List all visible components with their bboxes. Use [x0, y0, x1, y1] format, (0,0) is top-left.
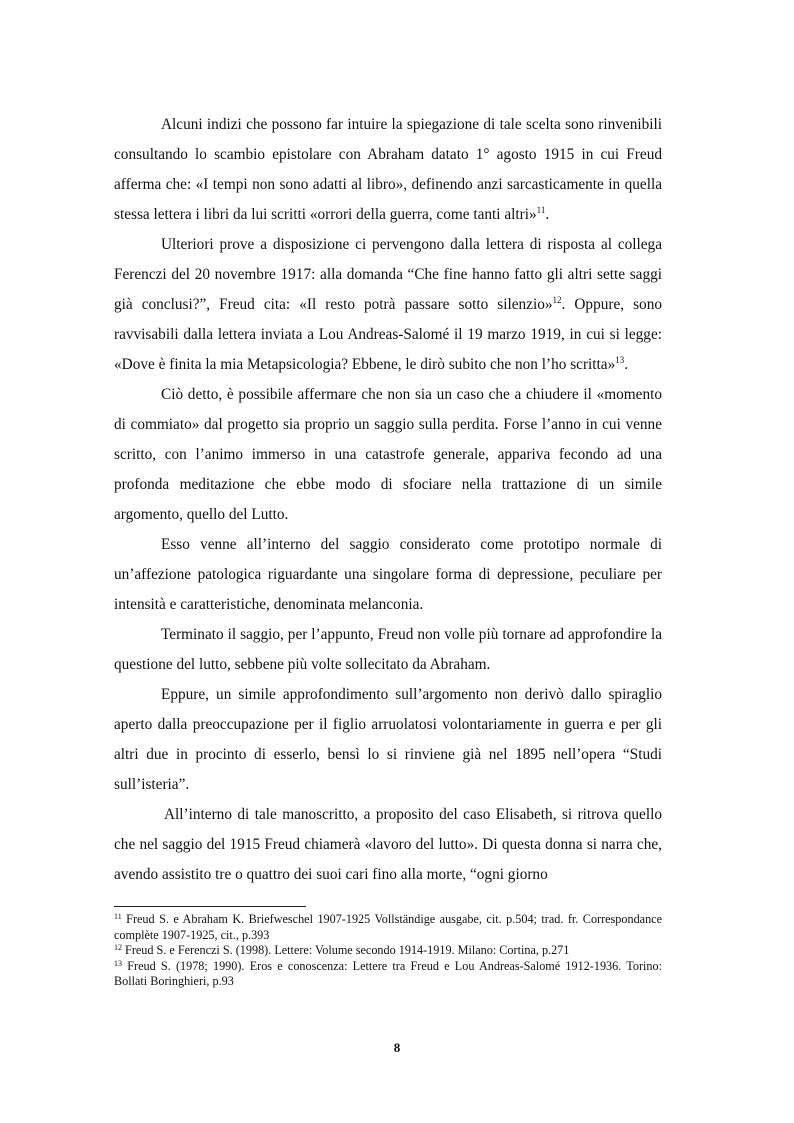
paragraph-3: Ciò detto, è possibile affermare che non sia un caso che a chiudere il «momento di commiato» dal progetto sia proprio un saggio sulla perdita. Forse l’anno in cui venne scritto, con l’animo immerso in una catastrofe generale, appariva fecondo ad una profonda meditazione che ebbe modo di sfociare nella trattazione di un simile argomento, quello del Lutto. — [114, 386, 662, 523]
paragraph-6: Eppure, un simile approfondimento sull’argomento non derivò dallo spiraglio aperto dalla preoccupazione per il figlio arruolatosi volontariamente in guerra e per gli altri due in procinto di esserlo, bensì lo si rinviene già nel 1895 nell’opera “Studi sull’isteria”. — [114, 686, 662, 793]
page-number: 8 — [393, 1040, 401, 1055]
footnote-11: $^{11}$ Freud S. e Abraham K. Briefweschel 1907-1925 Vollständige ausgabe, cit. p.504; trad. fr. Correspondance complète 1907-1925, cit., p.393 — [114, 912, 662, 942]
paragraph-7: All’interno di tale manoscritto, a proposito del caso Elisabeth, si ritrova quello che nel saggio del 1915 Freud chiamerà «lavoro del lutto». Di questa donna si narra che, avendo assistito tre o quattro dei suoi cari fino alla morte, “ogni giorno — [114, 806, 662, 883]
paragraph-2: Ulteriori prove a disposizione ci pervengono dalla lettera di risposta al collega Ferenczi del 20 novembre 1917: alla domanda “Che fine hanno fatto gli altri sette saggi già conclusi?”, Freud cita: «Il resto potrà passare sotto silenzio»$^{12}$. Oppure, sono ravvisabili dalla lettera inviata a Lou Andreas-Salomé il 19 marzo 1919, in cui si legge: «Dove è finita la mia Metapsicologia? Ebbene, le dirò subito che non l’ho scritta»$^{13}$. — [114, 236, 662, 373]
paragraph-5: Terminato il saggio, per l’appunto, Freud non volle più tornare ad approfondire la questione del lutto, sebbene più volte sollecitato da Abraham. — [114, 626, 662, 673]
paragraph-1: Alcuni indizi che possono far intuire la spiegazione di tale scelta sono rinvenibili consultando lo scambio epistolare con Abraham datato 1° agosto 1915 in cui Freud afferma che: «I tempi non sono adatti al libro», definendo anzi sarcasticamente in quella stessa lettera i libri da lui scritti «orrori della guerra, come tanti altri»$^{11}$. — [114, 116, 662, 223]
paragraph-4: Esso venne all’interno del saggio considerato come prototipo normale di un’affezione patologica riguardante una singolare forma di depressione, peculiare per intensità e caratteristiche, denominata melanconia. — [114, 536, 662, 613]
footnote-ref-12[interactable]: 12 — [552, 295, 562, 305]
footnote-13: $^{13}$ Freud S. (1978; 1990). Eros e conoscenza: Lettere tra Freud e Lou Andreas-Salomé 1912-1936. Torino: Bollati Boringhieri, p.93 — [114, 958, 662, 988]
footnote-separator — [114, 906, 306, 907]
footnotes — [114, 912, 662, 990]
footnote-ref-11[interactable]: 11 — [536, 205, 546, 215]
footnote-12: $^{12}$ Freud S. e Ferenczi S. (1998). Lettere: Volume secondo 1914-1919. Milano: Cortina, p.271 — [114, 943, 570, 957]
footnote-ref-13[interactable]: 13 — [615, 355, 625, 365]
body-text — [114, 110, 662, 890]
